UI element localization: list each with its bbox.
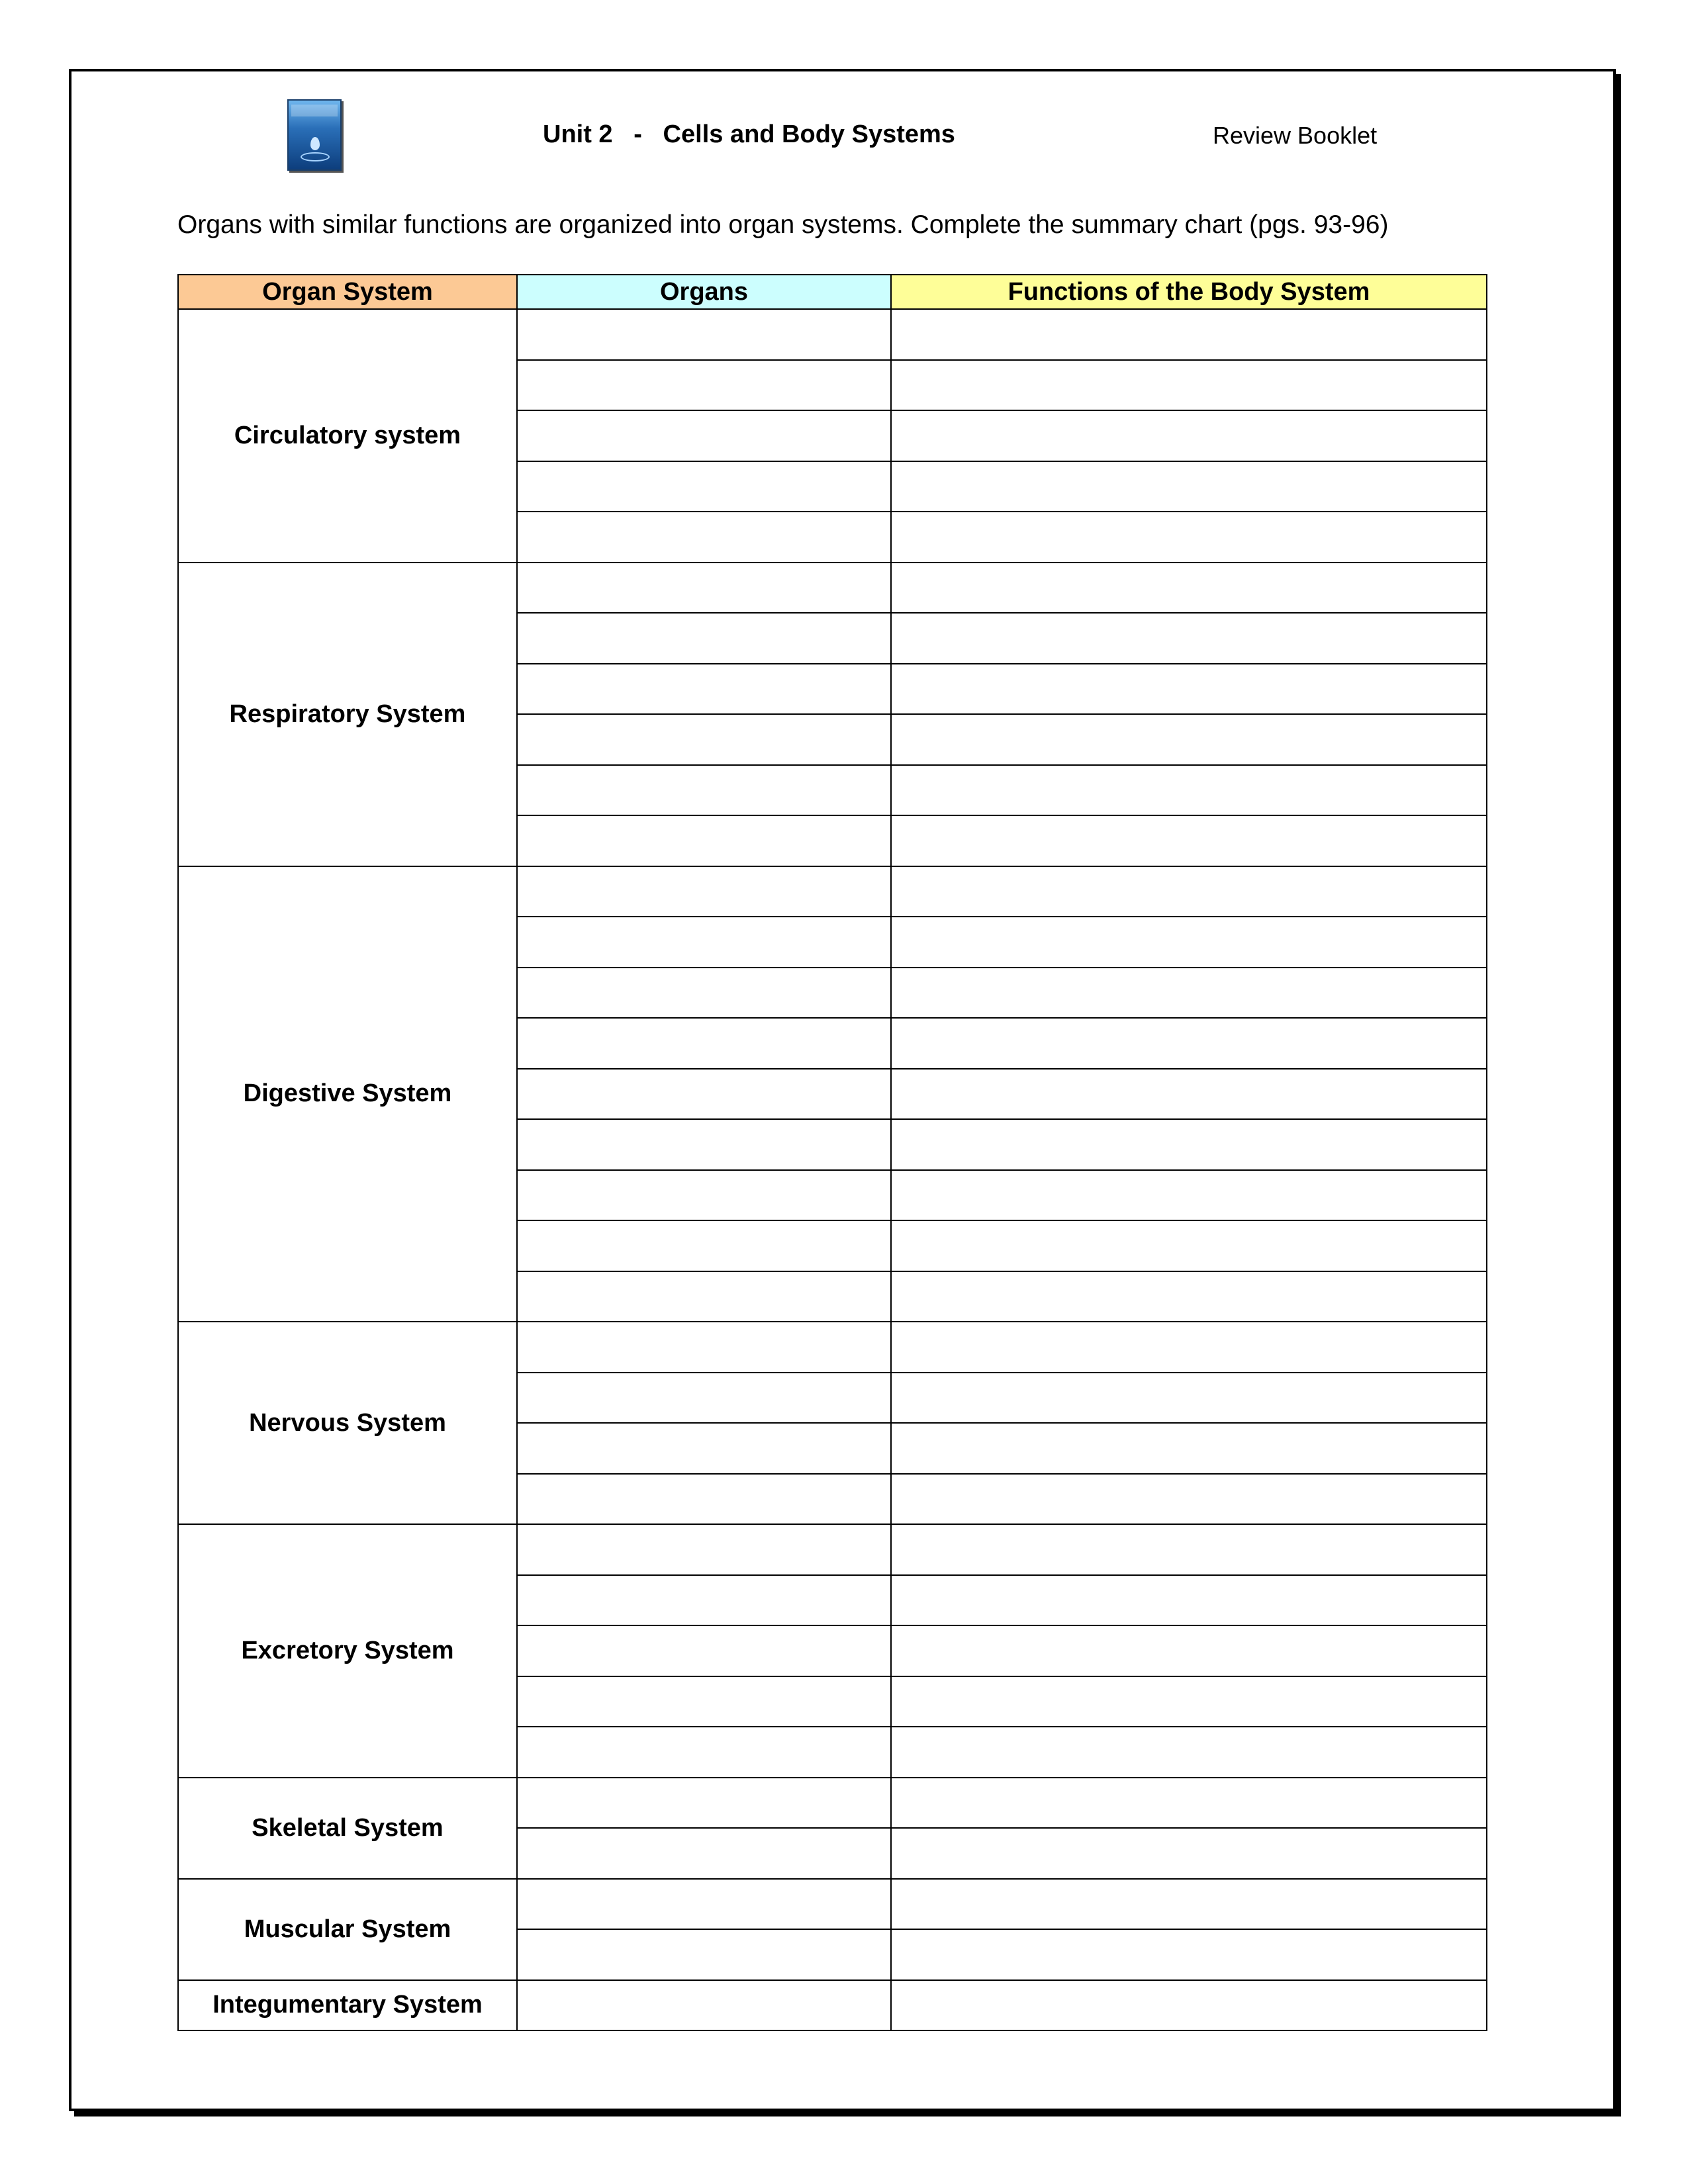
organ-blank-cell[interactable] [517, 512, 891, 563]
organ-system-name: Integumentary System [178, 1980, 517, 2031]
function-blank-cell[interactable] [891, 968, 1487, 1019]
function-blank-cell[interactable] [891, 1474, 1487, 1525]
organ-system-name: Digestive System [178, 866, 517, 1322]
organ-blank-cell[interactable] [517, 309, 891, 360]
organ-blank-cell[interactable] [517, 1373, 891, 1424]
organ-system-name: Skeletal System [178, 1778, 517, 1879]
organ-blank-cell[interactable] [517, 765, 891, 816]
function-blank-cell[interactable] [891, 309, 1487, 360]
table-row [178, 563, 1487, 614]
function-blank-cell[interactable] [891, 1119, 1487, 1170]
logo-title-band [291, 105, 338, 116]
organ-blank-cell[interactable] [517, 1018, 891, 1069]
organ-blank-cell[interactable] [517, 917, 891, 968]
chart-header-row [178, 275, 1487, 309]
organ-blank-cell[interactable] [517, 410, 891, 461]
function-blank-cell[interactable] [891, 866, 1487, 917]
organ-blank-cell[interactable] [517, 1625, 891, 1676]
organ-blank-cell[interactable] [517, 1778, 891, 1829]
organ-blank-cell[interactable] [517, 968, 891, 1019]
organ-blank-cell[interactable] [517, 1423, 891, 1474]
table-row [178, 1322, 1487, 1373]
function-blank-cell[interactable] [891, 613, 1487, 664]
function-blank-cell[interactable] [891, 1322, 1487, 1373]
organ-blank-cell[interactable] [517, 1322, 891, 1373]
organ-blank-cell[interactable] [517, 1220, 891, 1271]
function-blank-cell[interactable] [891, 1676, 1487, 1727]
function-blank-cell[interactable] [891, 360, 1487, 411]
header-functions: Functions of the Body System [891, 275, 1487, 309]
function-blank-cell[interactable] [891, 1575, 1487, 1626]
function-blank-cell[interactable] [891, 512, 1487, 563]
unit-title: Unit 2 - Cells and Body Systems [543, 120, 955, 148]
booklet-label: Review Booklet [1213, 122, 1378, 149]
function-blank-cell[interactable] [891, 1018, 1487, 1069]
water-drop-icon [310, 137, 320, 150]
organ-blank-cell[interactable] [517, 1727, 891, 1778]
table-row [178, 1879, 1487, 1930]
organ-blank-cell[interactable] [517, 1828, 891, 1879]
function-blank-cell[interactable] [891, 1069, 1487, 1120]
organ-blank-cell[interactable] [517, 1474, 891, 1525]
table-row [178, 1778, 1487, 1829]
function-blank-cell[interactable] [891, 1625, 1487, 1676]
function-blank-cell[interactable] [891, 1879, 1487, 1930]
organ-system-name: Circulatory system [178, 309, 517, 563]
function-blank-cell[interactable] [891, 664, 1487, 715]
organ-system-name: Excretory System [178, 1524, 517, 1778]
function-blank-cell[interactable] [891, 1271, 1487, 1322]
function-blank-cell[interactable] [891, 714, 1487, 765]
function-blank-cell[interactable] [891, 1373, 1487, 1424]
organ-blank-cell[interactable] [517, 815, 891, 866]
instructions-text: Organs with similar functions are organized into organ systems. Complete the summary chart (pgs. 93-96) [177, 210, 1389, 239]
ripple-icon [301, 152, 330, 161]
function-blank-cell[interactable] [891, 410, 1487, 461]
function-blank-cell[interactable] [891, 1170, 1487, 1221]
organ-blank-cell[interactable] [517, 1119, 891, 1170]
organ-blank-cell[interactable] [517, 461, 891, 512]
organ-blank-cell[interactable] [517, 360, 891, 411]
function-blank-cell[interactable] [891, 765, 1487, 816]
organ-blank-cell[interactable] [517, 1069, 891, 1120]
function-blank-cell[interactable] [891, 1929, 1487, 1980]
function-blank-cell[interactable] [891, 1423, 1487, 1474]
table-row [178, 1980, 1487, 2031]
organ-blank-cell[interactable] [517, 664, 891, 715]
organ-blank-cell[interactable] [517, 1271, 891, 1322]
organ-blank-cell[interactable] [517, 1929, 891, 1980]
organ-systems-chart [177, 274, 1487, 2031]
function-blank-cell[interactable] [891, 1980, 1487, 2031]
organ-blank-cell[interactable] [517, 1980, 891, 2031]
organ-blank-cell[interactable] [517, 1170, 891, 1221]
header-organ-system: Organ System [178, 275, 517, 309]
table-row [178, 866, 1487, 917]
organ-system-name: Respiratory System [178, 563, 517, 866]
organ-blank-cell[interactable] [517, 714, 891, 765]
function-blank-cell[interactable] [891, 1524, 1487, 1575]
function-blank-cell[interactable] [891, 815, 1487, 866]
organ-blank-cell[interactable] [517, 1676, 891, 1727]
function-blank-cell[interactable] [891, 1727, 1487, 1778]
organ-blank-cell[interactable] [517, 1879, 891, 1930]
organ-system-name: Muscular System [178, 1879, 517, 1980]
table-row [178, 1524, 1487, 1575]
function-blank-cell[interactable] [891, 563, 1487, 614]
function-blank-cell[interactable] [891, 917, 1487, 968]
organ-system-name: Nervous System [178, 1322, 517, 1524]
organ-blank-cell[interactable] [517, 1524, 891, 1575]
function-blank-cell[interactable] [891, 461, 1487, 512]
header-organs: Organs [517, 275, 891, 309]
chart-body [178, 309, 1487, 2030]
function-blank-cell[interactable] [891, 1778, 1487, 1829]
organ-blank-cell[interactable] [517, 866, 891, 917]
table-row [178, 309, 1487, 360]
function-blank-cell[interactable] [891, 1828, 1487, 1879]
function-blank-cell[interactable] [891, 1220, 1487, 1271]
organ-blank-cell[interactable] [517, 1575, 891, 1626]
organ-blank-cell[interactable] [517, 563, 891, 614]
organ-blank-cell[interactable] [517, 613, 891, 664]
science-book-cover-logo [287, 99, 342, 171]
